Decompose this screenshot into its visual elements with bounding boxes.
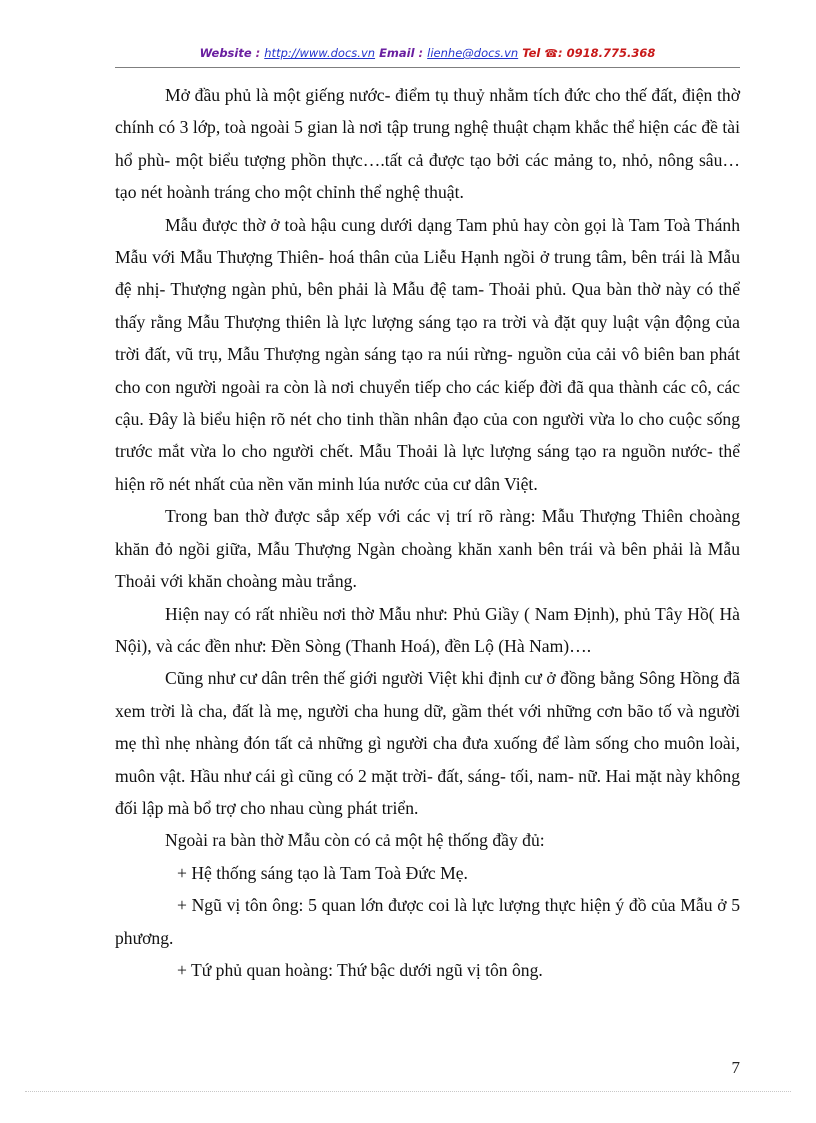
paragraph: Trong ban thờ được sắp xếp với các vị trí rõ ràng: Mẫu Thượng Thiên choàng khăn đỏ ngồi giữa, Mẫu Thượng Ngàn choàng khăn xanh bên trái và bên phải là Mẫu Thoải với khăn choàng màu trắng. bbox=[115, 506, 740, 592]
website-link[interactable]: http://www.docs.vn bbox=[264, 46, 376, 60]
body-text bbox=[115, 79, 740, 986]
telephone-icon: ☎ bbox=[544, 47, 559, 60]
header-divider bbox=[115, 67, 740, 68]
phone-number: 0918.775.368 bbox=[566, 46, 656, 60]
paragraph: Ngoài ra bàn thờ Mẫu còn có cả một hệ thống đầy đủ: bbox=[165, 830, 545, 851]
email-label: Email bbox=[379, 46, 415, 60]
page-header: Website : http://www.docs.vn Email : lienhe@docs.vn Tel ☎: 0918.775.368 bbox=[199, 46, 656, 60]
tel-label: Tel bbox=[522, 46, 541, 60]
list-item: + Ngũ vị tôn ông: 5 quan lớn được coi là lực lượng thực hiện ý đồ của Mẫu ở 5 phương. bbox=[115, 895, 740, 948]
paragraph: Mở đầu phủ là một giếng nước- điểm tụ thuỷ nhằm tích đức cho thế đất, điện thờ chính có 3 lớp, toà ngoài 5 gian là nơi tập trung nghệ thuật chạm khắc thể hiện các đề tài hổ phù- một biểu tượng phồn thực….tất cả được tạo bởi các mảng to, nhỏ, nông sâu… tạo nét hoành tráng cho một chỉnh thể nghệ thuật. bbox=[115, 85, 740, 203]
paragraph: Cũng như cư dân trên thế giới người Việt khi định cư ở đồng bằng Sông Hồng đã xem trời là cha, đất là mẹ, người cha hung dữ, gầm thét với những cơn bão tố và người mẹ thì nhẹ nhàng đón tất cả những gì người cha đưa xuống để làm sống cho muôn loài, muôn vật. Hầu như cái gì cũng có 2 mặt trời- đất, sáng- tối, nam- nữ. Hai mặt này không đối lập mà bổ trợ cho nhau cùng phát triển. bbox=[115, 668, 740, 818]
footer-divider bbox=[25, 1091, 791, 1092]
paragraph: Mẫu được thờ ở toà hậu cung dưới dạng Tam phủ hay còn gọi là Tam Toà Thánh Mẫu với Mẫu Thượng Thiên- hoá thân của Liễu Hạnh ngồi ở trung tâm, bên trái là Mẫu đệ nhị- Thượng ngàn phủ, bên phải là Mẫu đệ tam- Thoải phủ. Qua bàn thờ này có thể thấy rằng Mẫu Thượng thiên là lực lượng sáng tạo ra trời và đặt quy luật vận động của trời đất, vũ trụ, Mẫu Thượng ngàn sáng tạo ra núi rừng- nguồn của cải vô biên ban phát cho con người ngoài ra còn là nơi chuyển tiếp cho các kiếp đời đã qua thành các cô, các cậu. Đây là biểu hiện rõ nét cho tinh thần nhân đạo của con người vừa lo cho cuộc sống trước mắt vừa lo cho người chết. Mẫu Thoải là lực lượng sáng tạo ra nguồn nước- thể hiện rõ nét nhất của nền văn minh lúa nước của cư dân Việt. bbox=[115, 214, 740, 494]
list-item: + Hệ thống sáng tạo là Tam Toà Đức Mẹ. bbox=[177, 862, 468, 883]
list-item: + Tứ phủ quan hoàng: Thứ bậc dưới ngũ vị tôn ông. bbox=[177, 959, 543, 980]
page-number: 7 bbox=[731, 1058, 740, 1077]
paragraph: Hiện nay có rất nhiều nơi thờ Mẫu như: Phủ Giầy ( Nam Định), phủ Tây Hồ( Hà Nội), và các đền như: Đền Sòng (Thanh Hoá), đền Lộ (Hà Nam)…. bbox=[115, 603, 740, 656]
website-label: Website bbox=[199, 46, 252, 60]
email-link[interactable]: lienhe@docs.vn bbox=[427, 46, 519, 60]
